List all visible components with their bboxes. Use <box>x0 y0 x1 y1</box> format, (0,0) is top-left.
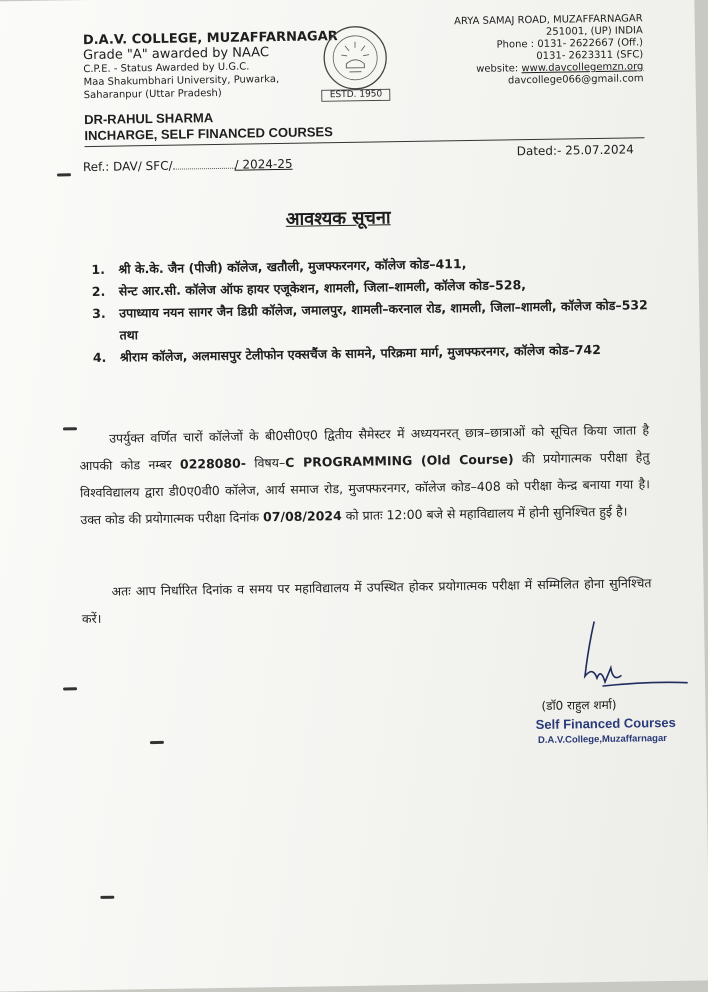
website-link[interactable]: www.davcollegemzn.org <box>521 61 643 74</box>
punch-mark <box>63 427 77 430</box>
phone-sfc: 0131- 2623311 (SFC) <box>453 49 643 64</box>
website-label: website: <box>476 63 518 75</box>
seal-estd: ESTD. 1950 <box>330 89 383 100</box>
para1-venue: की प्रयोगात्मक परीक्षा हेतु विश्वविद्यालय द्वारा डी0ए0वी0 कॉलेज, आर्य समाज रोड, मुजफ्फरनगर, कॉलेज कोड–408 को परीक्षा केन्द्र बनाया गया है। उक्त कोड की प्रयोगात्मक परीक्षा दिनांक <box>80 449 650 527</box>
punch-mark <box>63 687 77 690</box>
college-name: D.A.V. COLLEGE, MUZAFFARNAGAR <box>83 29 338 48</box>
incharge-name: DR-RAHUL SHARMA <box>84 108 333 128</box>
reference-number <box>83 157 293 174</box>
university-name: Maa Shakumbhari University, Puwarka, <box>83 72 338 89</box>
notice-title: आवश्यक सूचना <box>286 205 391 231</box>
list-item-number: 4. <box>93 347 120 369</box>
letterhead-right <box>453 13 644 88</box>
ref-blank <box>173 168 235 170</box>
list-item-text: सेन्ट आर.सी. कॉलेज ऑफ हायर एजूकेशन, शामली, जिला–शामली, कॉलेज कोड–528, <box>119 272 649 302</box>
list-item-number: 2. <box>92 281 119 303</box>
exam-subject: C PROGRAMMING (Old Course) <box>285 451 514 470</box>
para1-subject-label: विषय– <box>246 455 285 471</box>
punch-mark <box>100 896 114 899</box>
handwritten-signature-icon <box>566 615 693 697</box>
para1-text: उपर्युक्त वर्णित चारों कॉलेजों के बी0सी0ए0 द्वितीय सैमेस्टर में अध्ययनरत् छात्र–छात्राओं को सूचित किया जाता है आपकी कोड नम्बर <box>79 422 649 473</box>
date-line: Dated:- 25.07.2024 <box>517 142 634 158</box>
list-item-number: 1. <box>91 259 118 281</box>
list-item-number: 3. <box>92 303 120 347</box>
exam-date: 07/08/2024 <box>263 508 342 524</box>
punch-mark <box>57 173 71 176</box>
ref-suffix: / 2024-25 <box>234 157 292 172</box>
incharge-title: INCHARGE, SELF FINANCED COURSES <box>84 124 333 144</box>
para2-text: अतः आप निर्धारित दिनांक व समय पर महाविद्यालय में उपस्थित होकर प्रयोगात्मक परीक्षा में सम्मिलित होना सुनिश्चित करें। <box>82 575 652 626</box>
email-address: davcollege066@gmail.com <box>453 73 643 88</box>
college-seal <box>319 23 392 102</box>
exam-code: 0228080- <box>180 456 246 472</box>
list-item-text: श्री के.के. जैन (पीजी) कॉलेज, खतौली, मुजफ्फरनगर, कॉलेज कोड–411, <box>118 250 648 280</box>
pin-code: 251001, (UP) INDIA <box>453 25 643 40</box>
college-address: ARYA SAMAJ ROAD, MUZAFFARNAGAR <box>453 13 643 28</box>
phone-office: Phone : 0131- 2622667 (Off.) <box>453 37 643 52</box>
signatory-designation: Self Financed Courses <box>536 715 676 732</box>
para1-time: को प्रातः 12:00 बजे से महाविद्यालय में होनी सुनिश्चित हुई है। <box>342 504 628 523</box>
naac-grade: Grade "A" awarded by NAAC <box>83 44 338 63</box>
signatory-name: (डॉ0 राहुल शर्मा) <box>541 696 616 714</box>
letterhead-left <box>83 29 339 102</box>
punch-mark <box>150 741 164 744</box>
incharge-block <box>84 108 333 144</box>
ref-prefix: Ref.: DAV/ SFC/ <box>83 159 173 174</box>
list-item-text: उपाध्याय नयन सागर जैन डिग्री कॉलेज, जमालपुर, शामली–करनाल रोड, शामली, जिला–शामली, कॉलेज कोड–532 तथा <box>119 294 650 346</box>
college-list <box>91 250 650 369</box>
list-item-text: श्रीराम कॉलेज, अलमासपुर टेलीफोन एक्सचैंज के सामने, परिक्रमा मार्ग, मुजफ्फरनगर, कॉलेज कोड–742 <box>120 338 650 368</box>
signatory-college: D.A.V.College,Muzaffarnagar <box>538 733 667 746</box>
university-city: Saharanpur (Uttar Pradesh) <box>84 85 339 102</box>
cpe-status: C.P.E. - Status Awarded by U.G.C. <box>83 59 338 76</box>
notice-paragraph-1 <box>79 416 651 533</box>
